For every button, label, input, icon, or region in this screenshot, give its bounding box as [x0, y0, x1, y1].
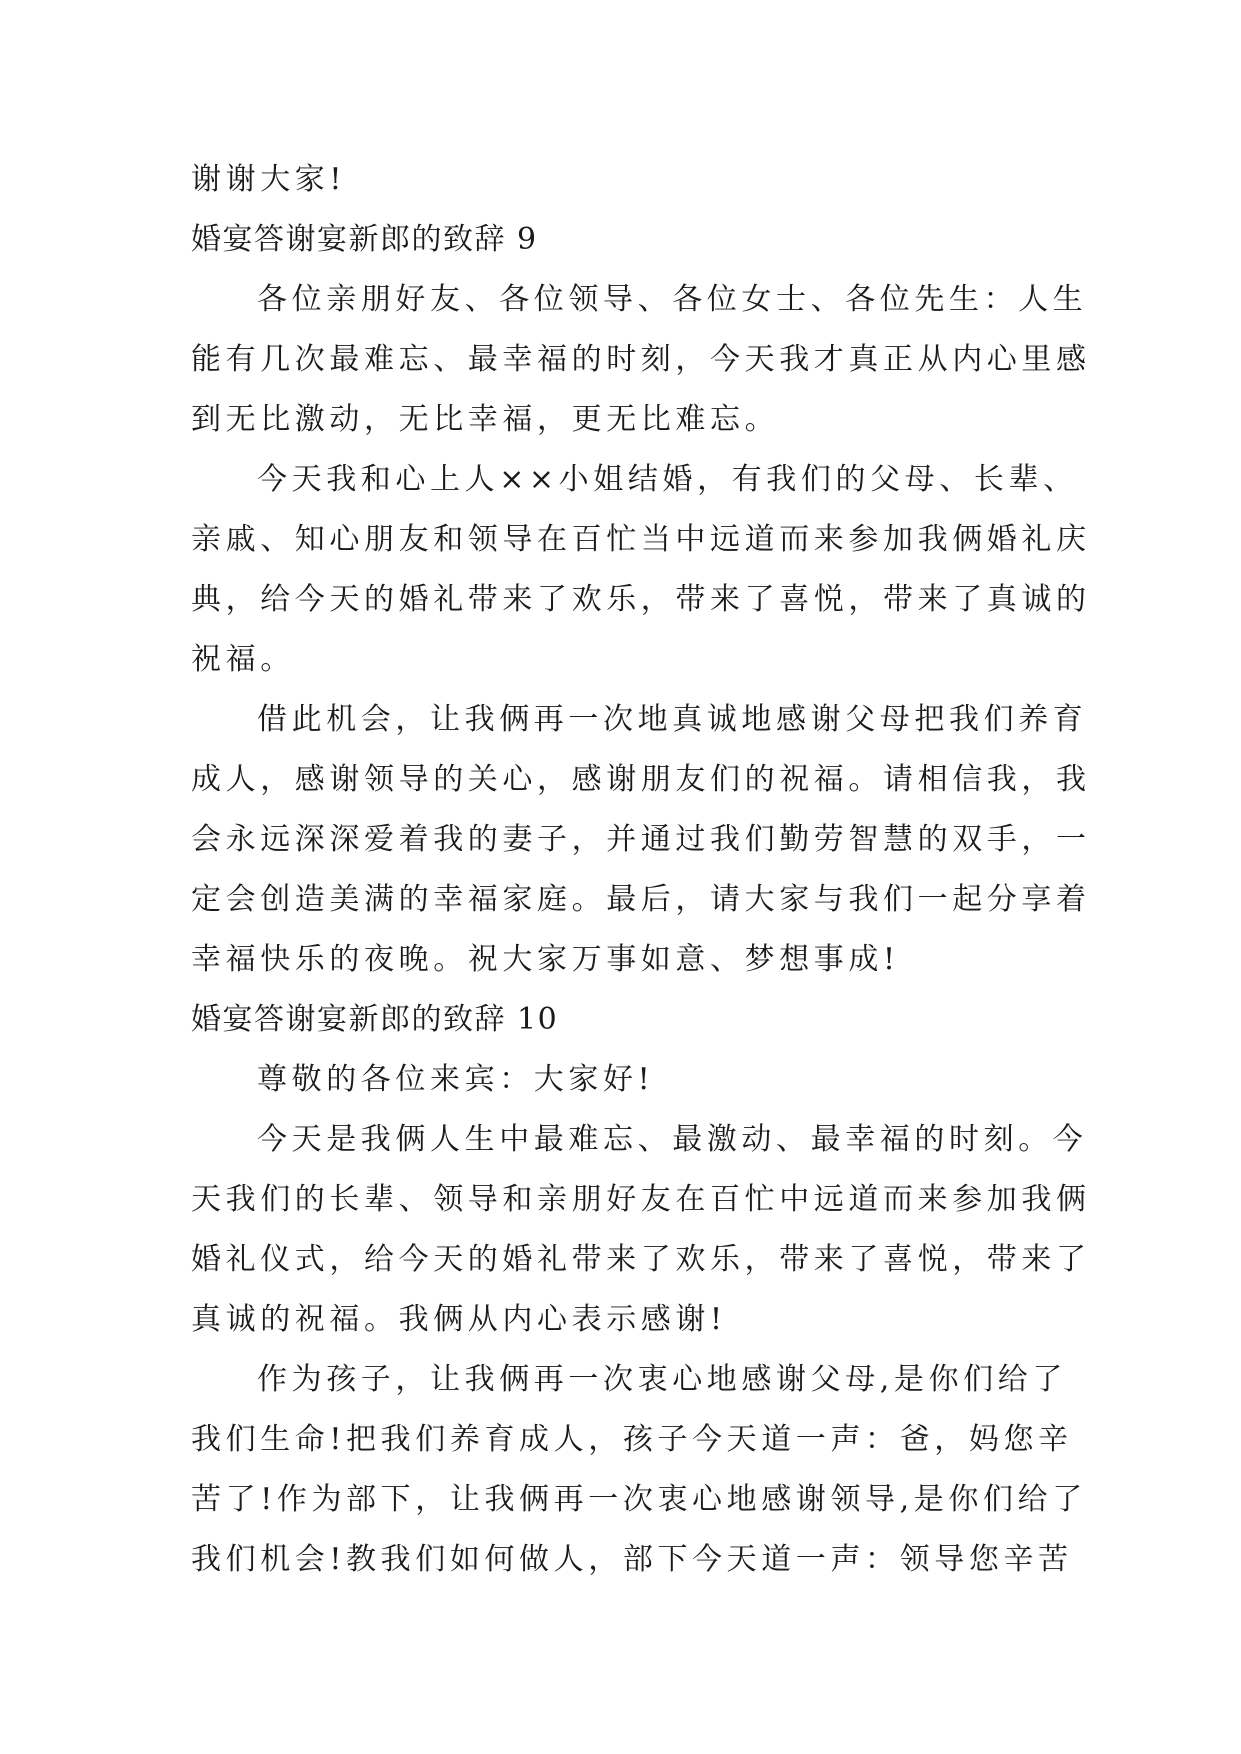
- paragraph-line: 能有几次最难忘、最幸福的时刻，今天我才真正从内心里感: [191, 342, 1091, 377]
- paragraph-line: 今天我和心上人××小姐结婚，有我们的父母、长辈、: [257, 462, 1078, 497]
- paragraph-line: 定会创造美满的幸福家庭。最后，请大家与我们一起分享着: [191, 882, 1091, 917]
- paragraph-line: 各位亲朋好友、各位领导、各位女士、各位先生：人生: [257, 282, 1088, 317]
- paragraph-line: 典，给今天的婚礼带来了欢乐，带来了喜悦，带来了真诚的: [191, 582, 1091, 617]
- paragraph-line: 我们生命!把我们养育成人，孩子今天道一声：爸，妈您辛: [191, 1422, 1073, 1457]
- paragraph-line: 亲戚、知心朋友和领导在百忙当中远道而来参加我俩婚礼庆: [191, 522, 1091, 557]
- paragraph-line: 会永远深深爱着我的妻子，并通过我们勤劳智慧的双手，一: [191, 822, 1091, 857]
- greeting-line: 尊敬的各位来宾：大家好!: [257, 1062, 655, 1097]
- paragraph-line: 天我们的长辈、领导和亲朋好友在百忙中远道而来参加我俩: [191, 1182, 1091, 1217]
- paragraph-line: 真诚的祝福。我俩从内心表示感谢!: [191, 1302, 727, 1337]
- section-heading: 婚宴答谢宴新郎的致辞 9: [191, 222, 538, 257]
- paragraph-line: 作为孩子，让我俩再一次衷心地感谢父母,是你们给了: [257, 1362, 1067, 1397]
- paragraph-line: 成人，感谢领导的关心，感谢朋友们的祝福。请相信我，我: [191, 762, 1091, 797]
- paragraph-line: 幸福快乐的夜晚。祝大家万事如意、梦想事成!: [191, 942, 900, 977]
- paragraph-line: 祝福。: [191, 642, 295, 677]
- closing-line: 谢谢大家!: [191, 162, 347, 197]
- section-heading: 婚宴答谢宴新郎的致辞 10: [191, 1002, 559, 1037]
- paragraph-line: 今天是我俩人生中最难忘、最激动、最幸福的时刻。今: [257, 1122, 1088, 1157]
- paragraph-line: 借此机会，让我俩再一次地真诚地感谢父母把我们养育: [257, 702, 1088, 737]
- paragraph-line: 苦了!作为部下，让我俩再一次衷心地感谢领导,是你们给了: [191, 1482, 1087, 1517]
- paragraph-line: 到无比激动，无比幸福，更无比难忘。: [191, 402, 780, 437]
- paragraph-line: 我们机会!教我们如何做人，部下今天道一声：领导您辛苦: [191, 1542, 1073, 1577]
- document-body: [191, 150, 1091, 1590]
- paragraph-line: 婚礼仪式，给今天的婚礼带来了欢乐，带来了喜悦，带来了: [191, 1242, 1091, 1277]
